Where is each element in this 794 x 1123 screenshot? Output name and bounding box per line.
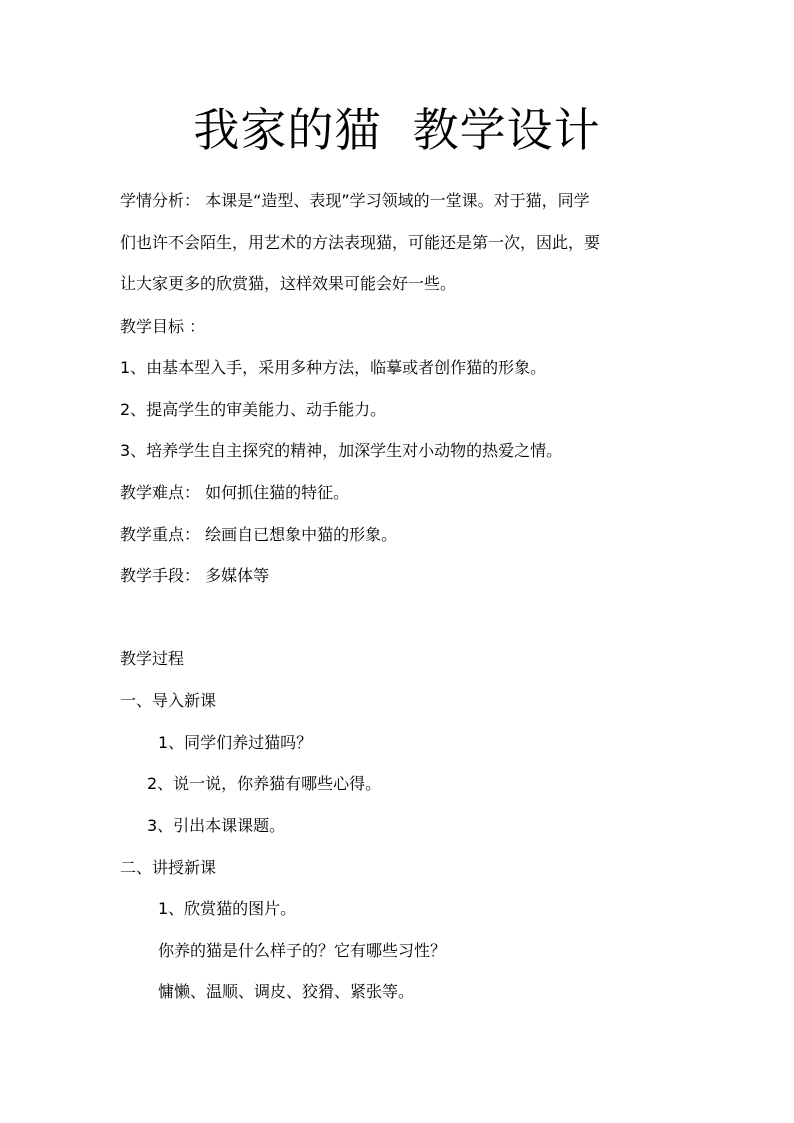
part1-item-3: 3、引出本课课题。 [147,816,286,835]
objective-item-3: 3、培养学生自主探究的精神，加深学生对小动物的热爱之情。 [120,441,563,460]
part2-item-2: 你养的猫是什么样子的？它有哪些习性？ [158,941,447,960]
analysis-line-3: 让大家更多的欣赏猫，这样效果可能会好一些。 [120,274,457,293]
analysis-line-1: 学情分析： 本课是“造型、表现”学习领域的一堂课。对于猫，同学 [120,191,590,210]
objective-item-1: 1、由基本型入手，采用多种方法，临摹或者创作猫的形象。 [120,358,547,377]
part2-item-1: 1、欣赏猫的图片。 [158,899,297,918]
teaching-means: 教学手段： 多媒体等 [120,566,270,585]
objectives-heading: 教学目标 ： [120,317,206,336]
analysis-line-2: 们也许不会陌生，用艺术的方法表现猫，可能还是第一次，因此，要 [120,233,601,252]
part1-item-1: 1、同学们养过猫吗？ [158,733,313,752]
part1-heading: 一、导入新课 [120,691,217,710]
part2-item-3: 慵懒、温顺、调皮、狡猾、紧张等。 [158,982,415,1001]
objective-item-2: 2、提高学生的审美能力、动手能力。 [120,400,387,419]
part1-item-2: 2、说一说，你养猫有哪些心得。 [147,774,382,793]
teaching-key-point: 教学重点： 绘画自已想象中猫的形象。 [120,525,398,544]
document-title: 我家的猫 教学设计 [193,103,601,157]
teaching-difficulty: 教学难点： 如何抓住猫的特征。 [120,483,350,502]
part2-heading: 二、讲授新课 [120,858,217,877]
process-heading: 教学过程 [120,649,185,668]
